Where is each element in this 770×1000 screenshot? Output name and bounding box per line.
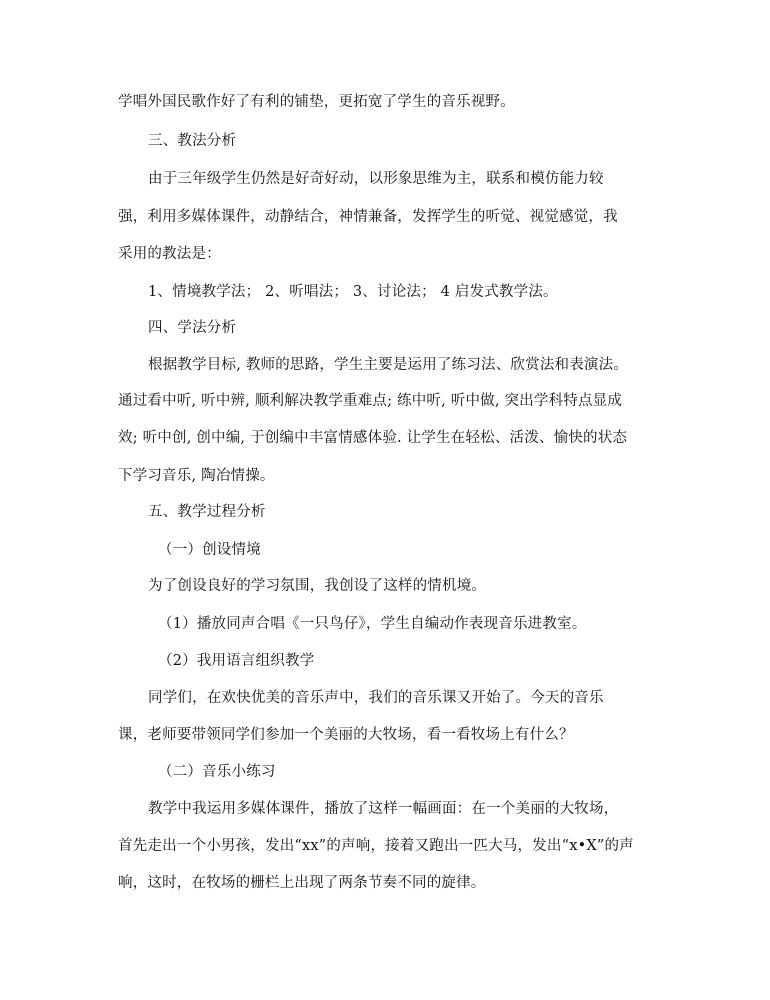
- paragraph-line: 首先走出一个小男孩，发出“xx”的声响，接着又跑出一匹大马，发出“x•X”的声: [118, 838, 634, 854]
- paragraph-line: 强，利用多媒体课件，动静结合，神情兼备，发挥学生的听觉、视觉感觉，我: [118, 209, 618, 225]
- paragraph-line: 下学习音乐, 陶冶情操。: [118, 468, 275, 484]
- list-line: 1、情境教学法； 2、听唱法； 3、讨论法； 4 启发式教学法。: [148, 284, 558, 300]
- paragraph-line: 教学中我运用多媒体课件，播放了这样一幅画面：在一个美丽的大牧场，: [148, 801, 619, 817]
- paragraph-line: 为了创设良好的学习氛围，我创设了这样的情机境。: [148, 578, 487, 594]
- section-heading: 三、教法分析: [148, 133, 237, 149]
- paragraph-line: 课，老师要带领同学们参加一个美丽的大牧场，看一看牧场上有什么？: [118, 727, 574, 743]
- paragraph-line: 效; 听中创, 创中编, 于创编中丰富情感体验. 让学生在轻松、活泼、愉快的状态: [118, 430, 628, 446]
- paragraph-line: 根据教学目标, 教师的思路，学生主要是运用了练习法、欣赏法和表演法。: [148, 357, 629, 373]
- subsection-heading: （二）音乐小练习: [158, 764, 276, 780]
- section-heading: 五、教学过程分析: [148, 504, 266, 520]
- subsection-heading: （一）创设情境: [158, 542, 261, 558]
- list-item: （2）我用语言组织教学: [158, 653, 315, 669]
- paragraph-line: 响，这时，在牧场的栅栏上出现了两条节奏不同的旋律。: [118, 875, 486, 891]
- paragraph-line: 由于三年级学生仍然是好奇好动，以形象思维为主，联系和模仿能力较: [148, 171, 604, 187]
- section-heading: 四、学法分析: [148, 320, 237, 336]
- paragraph-line: 通过看中听, 听中辨, 顺利解决教学重难点; 练中听, 听中做, 突出学科特点显成: [118, 393, 623, 409]
- paragraph-line: 同学们，在欢快优美的音乐声中，我们的音乐课又开始了。今天的音乐: [148, 690, 604, 706]
- paragraph-line: 学唱外国民歌作好了有利的铺垫，更拓宽了学生的音乐视野。: [118, 94, 515, 110]
- paragraph-line: 采用的教法是：: [118, 246, 221, 262]
- list-item: （1）播放同声合唱《一只鸟仔》，学生自编动作表现音乐进教室。: [158, 616, 587, 632]
